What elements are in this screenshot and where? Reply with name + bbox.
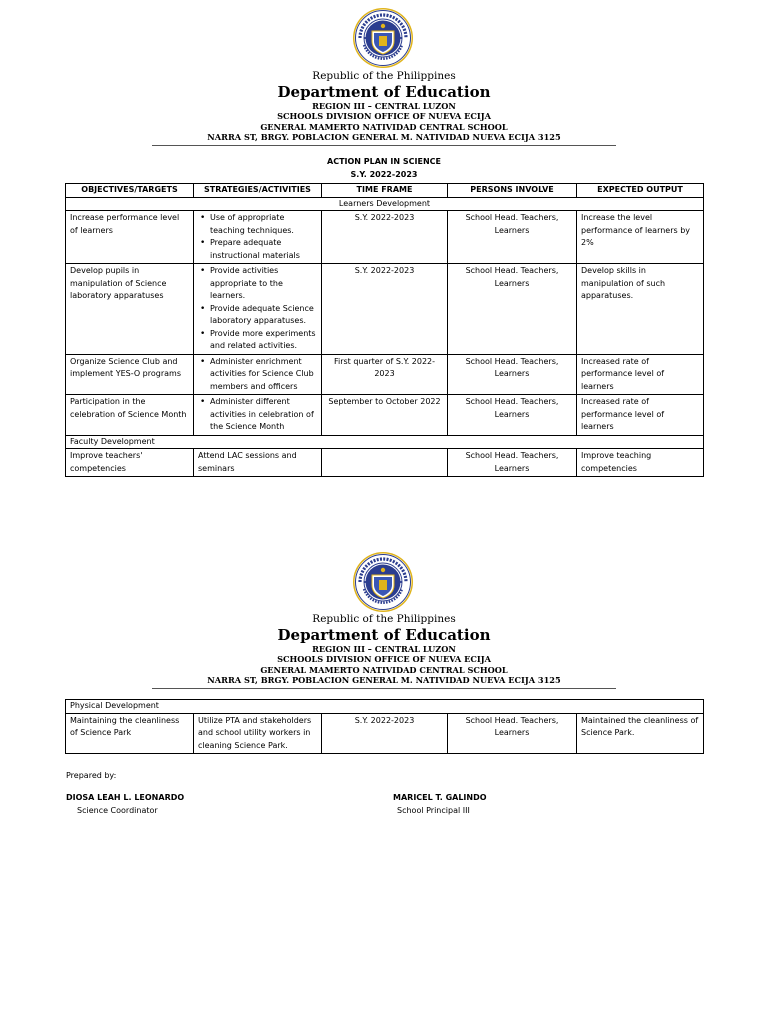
region-line: REGION III – CENTRAL LUZON	[312, 644, 456, 654]
school-year: S.Y. 2022-2023	[350, 170, 418, 179]
table-row	[66, 354, 704, 395]
time-frame-cell: S.Y. 2022-2023	[322, 713, 448, 754]
output-cell: Increased rate of performance level of learners	[577, 395, 704, 436]
department-title: Department of Education	[277, 83, 491, 101]
strategy-item: • Provide adequate Science laboratory apparatuses.	[210, 303, 317, 328]
table-row	[66, 395, 704, 436]
column-header: EXPECTED OUTPUT	[577, 184, 704, 198]
section-title: Physical Development	[66, 700, 704, 714]
strategy-item: • Prepare adequate instructional materials	[210, 237, 317, 262]
table-row	[66, 264, 704, 355]
plan-title: ACTION PLAN IN SCIENCE	[327, 157, 441, 166]
column-header: PERSONS INVOLVE	[448, 184, 577, 198]
strategy-item: • Administer different activities in celebration of the Science Month	[210, 396, 317, 434]
strategies-cell: Attend LAC sessions and seminars	[194, 449, 322, 477]
output-cell: Develop skills in manipulation of such apparatuses.	[577, 264, 704, 355]
persons-cell: School Head. Teachers, Learners	[448, 354, 577, 395]
strategies-cell	[194, 395, 322, 436]
strategies-cell	[194, 264, 322, 355]
preparer-title: Science Coordinator	[77, 806, 158, 815]
column-header: STRATEGIES/ACTIVITIES	[194, 184, 322, 198]
prepared-by-label: Prepared by:	[66, 771, 117, 780]
deped-seal-logo	[352, 551, 414, 613]
address-line: NARRA ST, BRGY. POBLACION GENERAL M. NATIVIDAD NUEVA ECIJA 3125	[207, 675, 561, 685]
school-line: GENERAL MAMERTO NATIVIDAD CENTRAL SCHOOL	[260, 122, 508, 132]
action-plan-table-continued	[65, 699, 704, 754]
header-divider	[152, 688, 616, 689]
objective-cell: Increase performance level of learners	[66, 211, 194, 264]
deped-seal-logo	[352, 7, 414, 69]
objective-cell: Participation in the celebration of Science Month	[66, 395, 194, 436]
address-line: NARRA ST, BRGY. POBLACION GENERAL M. NATIVIDAD NUEVA ECIJA 3125	[207, 132, 561, 142]
time-frame-cell: September to October 2022	[322, 395, 448, 436]
output-cell: Increase the level performance of learners by 2%	[577, 211, 704, 264]
approver-title: School Principal III	[397, 806, 470, 815]
strategy-item: • Provide activities appropriate to the learners.	[210, 265, 317, 303]
objective-cell: Organize Science Club and implement YES-O programs	[66, 354, 194, 395]
strategy-item: • Use of appropriate teaching techniques.	[210, 212, 317, 237]
department-title: Department of Education	[277, 626, 491, 644]
school-line: GENERAL MAMERTO NATIVIDAD CENTRAL SCHOOL	[260, 665, 508, 675]
time-frame-cell	[322, 449, 448, 477]
division-line: SCHOOLS DIVISION OFFICE OF NUEVA ECIJA	[277, 111, 491, 121]
column-header: TIME FRAME	[322, 184, 448, 198]
output-cell: Increased rate of performance level of learners	[577, 354, 704, 395]
persons-cell: School Head. Teachers, Learners	[448, 211, 577, 264]
table-row	[66, 211, 704, 264]
persons-cell: School Head. Teachers, Learners	[448, 264, 577, 355]
strategies-cell	[194, 354, 322, 395]
section-row	[66, 197, 704, 211]
table-row	[66, 449, 704, 477]
objective-cell: Maintaining the cleanliness of Science Park	[66, 713, 194, 754]
time-frame-cell: S.Y. 2022-2023	[322, 264, 448, 355]
objective-cell: Improve teachers' competencies	[66, 449, 194, 477]
strategy-item: • Provide more experiments and related activities.	[210, 328, 317, 353]
persons-cell: School Head. Teachers, Learners	[448, 449, 577, 477]
time-frame-cell: S.Y. 2022-2023	[322, 211, 448, 264]
republic-line: Republic of the Philippines	[312, 70, 456, 82]
objective-cell: Develop pupils in manipulation of Science laboratory apparatuses	[66, 264, 194, 355]
table-header-row	[66, 184, 704, 198]
time-frame-cell: First quarter of S.Y. 2022-2023	[322, 354, 448, 395]
section-title: Learners Development	[66, 197, 704, 211]
strategies-cell: Utilize PTA and stakeholders and school utility workers in cleaning Science Park.	[194, 713, 322, 754]
output-cell: Improve teaching competencies	[577, 449, 704, 477]
column-header: OBJECTIVES/TARGETS	[66, 184, 194, 198]
output-cell: Maintained the cleanliness of Science Park.	[577, 713, 704, 754]
preparer-name: DIOSA LEAH L. LEONARDO	[66, 793, 185, 802]
strategies-cell	[194, 211, 322, 264]
table-row	[66, 713, 704, 754]
persons-cell: School Head. Teachers, Learners	[448, 713, 577, 754]
strategy-item: • Administer enrichment activities for Science Club members and officers	[210, 356, 317, 394]
region-line: REGION III – CENTRAL LUZON	[312, 101, 456, 111]
republic-line: Republic of the Philippines	[312, 613, 456, 625]
section-row	[66, 435, 704, 449]
section-title: Faculty Development	[66, 435, 704, 449]
action-plan-table	[65, 183, 704, 477]
header-divider	[152, 145, 616, 146]
division-line: SCHOOLS DIVISION OFFICE OF NUEVA ECIJA	[277, 654, 491, 664]
section-row	[66, 700, 704, 714]
persons-cell: School Head. Teachers, Learners	[448, 395, 577, 436]
approver-name: MARICEL T. GALINDO	[393, 793, 487, 802]
